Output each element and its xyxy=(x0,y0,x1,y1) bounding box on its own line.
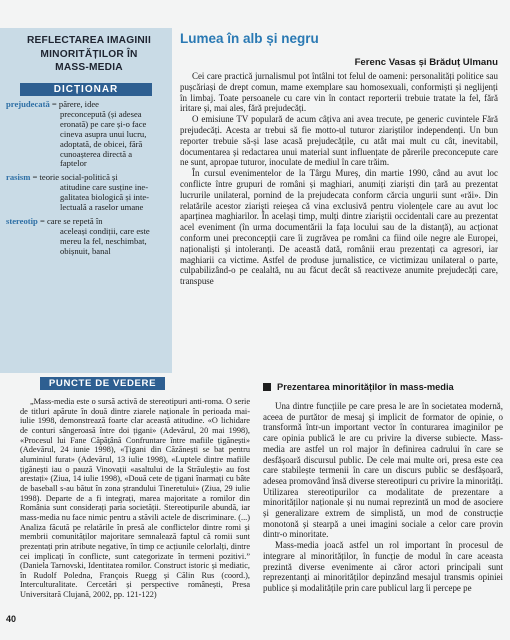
definition-text: = părere, idee xyxy=(51,99,99,109)
definition-text: preconcepută (și adesea xyxy=(60,108,142,119)
definition-text: atitudine care susține ine- xyxy=(60,182,149,193)
article-authors: Ferenc Vasas și Brăduț Ulmanu xyxy=(354,57,498,68)
definition-text: mereu la fel, neschimbat, xyxy=(60,235,147,246)
definitions-list xyxy=(6,100,164,261)
definition-term: stereotip xyxy=(6,215,38,226)
definition-text: = teorie social-politică și xyxy=(32,172,118,183)
sidebar-title xyxy=(8,34,170,75)
definition-text: adoptată, de obicei, fără xyxy=(60,138,143,149)
definition-prejudecata xyxy=(6,100,164,169)
section-body xyxy=(263,401,503,594)
definition-text: eronată) pe care și-o face xyxy=(60,118,147,129)
puncte-de-vedere-heading: PUNCTE DE VEDERE xyxy=(40,377,165,390)
section-paragraph: Una dintre funcțiile pe care presa le are în societatea modernă, aceea de purtător de mesaj și implicit de formator de opinie, o transformă într-un important vector în conturarea imaginilor pe care opinia publică le are cu privire la diverse subiecte. Mass-media are astfel un rol major în definirea cadrului în care se desfășoară discursul public. De cele mai multe ori, presa este cea care stabilește termenii în care un discurs public se desfășoară, adesea promovând însă diverse stereotipuri cu privire la minorități. Utilizarea stereotipurilor ca modalitate de prezentare a minorităților naționale și nu numai reprezintă un mod de asociere și generalizare extrem de simplistă, un mod de construcție monotonă și stearpă a unei imagini sociale a celor care provin dintr-o minoritate. xyxy=(263,401,503,540)
definition-term: prejudecată xyxy=(6,99,50,109)
square-bullet-icon xyxy=(263,383,271,391)
article-paragraph: O emisiune TV populară de acum câțiva ani avea trecute, pe generic cuvintele Fără prejudecăți. Acesta ar trebui să fie motto-ul tuturor ziariștilor independenți. Un bun reporter trebuie să-și lase acasă prejudecățile, cu atât mai mult cu cât, inevitabil, documentarea și redactarea unui material sunt influențate de părerile preconcepute care ne sunt, apropae tuturor, inoculate de mediul în care trăim. xyxy=(180,114,498,168)
definition-text: cunoașterea directă a xyxy=(60,148,133,159)
definition-stereotip xyxy=(6,217,164,257)
puncte-de-vedere-quote xyxy=(20,397,250,600)
page-number: 40 xyxy=(6,614,17,624)
definition-text: aceleași condiții, care este xyxy=(60,225,150,236)
sidebar-title-line-1: REFLECTAREA IMAGINII xyxy=(27,35,151,46)
article-body xyxy=(180,71,498,287)
section-heading-text: Prezentarea minorităților în mass-media xyxy=(277,382,454,392)
definition-text: galitatea biologică și inte- xyxy=(60,192,150,203)
sidebar-title-line-3: MASS-MEDIA xyxy=(55,62,123,73)
definition-text: faptelor xyxy=(60,158,87,169)
section-paragraph: Mass-media joacă astfel un rol important în procesul de integrare al minorităților, în funcție de modul în care aceasta prezintă diverse evenimente ai căror actori principali sunt reprezentanți ai minorităților depinzând mesajul transmis opiniei publice și modalitățile prin care publicul larg îi percepe pe xyxy=(263,540,503,593)
article-paragraph: Cei care practică jurnalismul pot întâlni tot felul de oameni: personalități politice sau pușcăriași de drept comun, mame exemplare sau homosexuali, conformiști și neglijenți în limbaj. Toate persoanele cu care vin în contact reporterii trebuie tratate la fel, fără iritare și, mai ales, fără prejudecăți. xyxy=(180,71,498,114)
dictionary-heading: DICȚIONAR xyxy=(20,83,152,96)
definition-text: = care se repetă în xyxy=(39,215,103,226)
definition-rasism xyxy=(6,173,164,213)
section-heading xyxy=(263,382,503,392)
article-title: Lumea în alb și negru xyxy=(180,31,319,46)
quote-paragraph: „Mass-media este o sursă activă de stereotipuri anti-roma. O serie de titluri apărute în două dintre ziarele naționale în perioada mai-iulie 1998, demonstrează foarte clar această atitudine. «O lichidare de conturi sângeroasă între doi țigani» (Adevărul, 20 mai 1998), «Procesul lui Fane Căpățână Confruntare între mafiile țigănești» (Adevărul, 24 iunie 1998), «Țigani din Căzănești se bat pentru aluminiul furat» (Adevărul, 13 iulie 1998), «Luptele dintre mafiile țigănești iau o pauză Vinovații «asaltului de la Străulești» au fost arestați» (Ziua, 14 iulie 1998), «Două cete de țigani înarmați cu bâte de baseball s-au bătut în zona ștrandului Tineretului» (Ziua, 29 iulie 1998). Departe de a fi integrați, marea majoritate a romilor din România sunt considerați paria societății. Stereotipurile abundă, iar mass-media nu face nimic pentru a stăvili actele de discriminare. (...) Analiza făcută pe relatările în presă ale conflictelor dintre romi și membrii comunităților majoritare semnalează faptul că romii sunt prezentați prin atribute negative, în timp ce acțiunile celorlalți, dintre cei implicați în conflicte, sunt categorizate în termeni pozitivi.” (Daniela Tarnovski, Identitatea romilor. Construct istoric și mediatic, în Rudolf Poledna, François Ruegg și Călin Rus (coord.), Interculturalitate. Cercetări și perspective românești, Presa Universitară Clujană, 2002, pp. 121-122) xyxy=(20,397,250,600)
definition-text: lectuală a raselor umane xyxy=(60,202,144,213)
definition-text: cineva asupra unui lucru, xyxy=(60,128,147,139)
definition-text: obișnuit, banal xyxy=(60,245,111,256)
article-paragraph: În cursul evenimentelor de la Târgu Mureș, din martie 1990, când au avut loc conflicte între grupuri de români și maghiari, anumiți ziariști din țară au prezentat lucrurile unilateral, pornind de la prejudecata conform cărcia ungurii sunt «răi». Din relatările acestor ziariști reieșea că vina exclusivă pentru violențele care au avut loc aparținea maghiarilor. În același timp, mulți dintre ziariștii occidentali care au prezentat acel eveniment (în urma documentării la fața locului sau de la distanță), au acționat conform unei preconcepții care îi zugrăvea pe români ca fiind oile negre ale Europei, naționaliști și intoleranți. De această dată, românii erau prezentați ca agresori, iar maghiarii ca victime. Astfel de produse jurnalistice, ce victimizau unilateral o parte, culpabilizând-o pe cealaltă, nu au făcut decât să reactiveze anumite prejudecăți care, transpuse xyxy=(180,168,498,287)
definition-term: rasism xyxy=(6,172,31,183)
sidebar-title-line-2: MINORITĂȚILOR ÎN xyxy=(40,48,138,60)
